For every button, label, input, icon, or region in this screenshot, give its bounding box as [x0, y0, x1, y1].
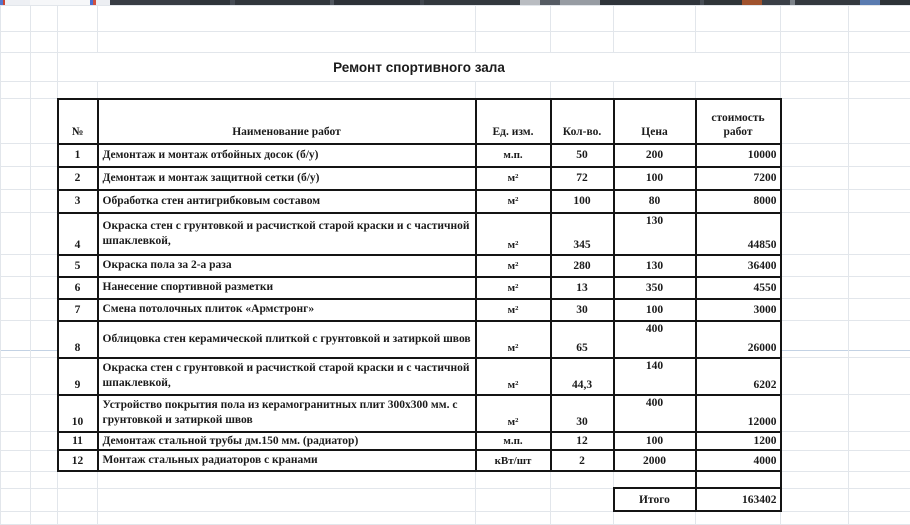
empty-sheet-cell: [849, 358, 910, 395]
unit-cell[interactable]: м.п.: [476, 432, 551, 451]
table-row: [1, 255, 910, 277]
page-title-text: Ремонт спортивного зала: [333, 60, 505, 75]
row-number-cell[interactable]: 5: [58, 255, 98, 277]
empty-sheet-cell: [1, 144, 31, 167]
empty-sheet-cell: [781, 82, 849, 99]
title-row: [1, 53, 910, 82]
empty-sheet-cell: [614, 511, 696, 524]
empty-sheet-cell: [849, 6, 910, 32]
work-name-cell[interactable]: Нанесение спортивной разметки: [98, 277, 476, 299]
quantity-cell[interactable]: 72: [551, 167, 614, 190]
empty-sheet-cell: [849, 432, 910, 451]
work-name-cell[interactable]: Окраска стен с грунтовкой и расчисткой старой краски и с частичной шпаклевкой,: [98, 358, 476, 395]
empty-sheet-cell: [58, 32, 98, 53]
quantity-cell[interactable]: 2: [551, 450, 614, 471]
row-number-cell[interactable]: 3: [58, 190, 98, 213]
empty-sheet-cell: [31, 167, 58, 190]
page-title[interactable]: [58, 53, 781, 82]
empty-sheet-cell: [58, 511, 98, 524]
cost-cell[interactable]: 36400: [696, 255, 781, 277]
empty-sheet-cell: [98, 471, 476, 488]
empty-sheet-cell: [696, 82, 781, 99]
row-number-cell[interactable]: 7: [58, 299, 98, 321]
header-work-name[interactable]: Наименование работ: [98, 99, 476, 144]
empty-sheet-row: [1, 82, 910, 99]
empty-sheet-cell: [1, 167, 31, 190]
price-cell[interactable]: 400: [614, 395, 696, 432]
unit-cell[interactable]: м²: [476, 321, 551, 358]
empty-sheet-cell: [781, 53, 849, 82]
empty-sheet-cell: [98, 82, 476, 99]
quantity-cell[interactable]: 30: [551, 395, 614, 432]
empty-sheet-cell: [551, 511, 614, 524]
empty-sheet-cell: [781, 167, 849, 190]
table-row: [1, 213, 910, 255]
empty-sheet-cell: [696, 511, 781, 524]
empty-sheet-cell: [849, 511, 910, 524]
cost-cell[interactable]: 7200: [696, 167, 781, 190]
empty-sheet-cell: [1, 82, 31, 99]
price-cell[interactable]: 130: [614, 255, 696, 277]
total-value[interactable]: 163402: [696, 488, 781, 511]
empty-sheet-cell: [781, 358, 849, 395]
empty-sheet-cell: [781, 488, 849, 511]
empty-sheet-cell: [781, 32, 849, 53]
table-row: [1, 395, 910, 432]
empty-sheet-cell: [849, 321, 910, 358]
empty-sheet-cell: [31, 190, 58, 213]
quantity-cell[interactable]: 50: [551, 144, 614, 167]
empty-sheet-cell: [551, 488, 614, 511]
price-cell[interactable]: 350: [614, 277, 696, 299]
empty-sheet-cell: [781, 471, 849, 488]
empty-sheet-cell: [781, 432, 849, 451]
empty-sheet-cell: [31, 255, 58, 277]
empty-sheet-cell: [31, 321, 58, 358]
empty-sheet-cell: [614, 82, 696, 99]
work-name-cell[interactable]: Монтаж стальных радиаторов с кранами: [98, 450, 476, 471]
quantity-cell[interactable]: 44,3: [551, 358, 614, 395]
cost-cell[interactable]: 4000: [696, 450, 781, 471]
empty-sheet-cell: [849, 53, 910, 82]
work-name-cell[interactable]: Демонтаж и монтаж защитной сетки (б/у): [98, 167, 476, 190]
header-quantity[interactable]: Кол-во.: [551, 99, 614, 144]
empty-sheet-row: [1, 32, 910, 53]
empty-sheet-cell: [551, 82, 614, 99]
empty-sheet-cell: [849, 471, 910, 488]
table-header-row: [1, 99, 910, 144]
empty-sheet-cell: [614, 32, 696, 53]
table-row: [1, 432, 910, 451]
unit-cell[interactable]: м²: [476, 299, 551, 321]
empty-sheet-cell: [1, 450, 31, 471]
empty-sheet-cell: [781, 321, 849, 358]
empty-sheet-cell: [476, 82, 551, 99]
row-number-cell[interactable]: 11: [58, 432, 98, 451]
price-cell[interactable]: 100: [614, 299, 696, 321]
empty-sheet-cell: [98, 6, 476, 32]
header-cost[interactable]: [696, 99, 781, 144]
quantity-cell[interactable]: 12: [551, 432, 614, 451]
quantity-cell[interactable]: 65: [551, 321, 614, 358]
empty-sheet-cell: [849, 488, 910, 511]
price-cell[interactable]: 130: [614, 213, 696, 255]
work-name-cell[interactable]: Демонтаж и монтаж отбойных досок (б/у): [98, 144, 476, 167]
empty-sheet-cell: [1, 255, 31, 277]
empty-sheet-cell: [1, 6, 31, 32]
unit-cell[interactable]: кВт/шт: [476, 450, 551, 471]
cost-cell[interactable]: 26000: [696, 321, 781, 358]
row-number-cell[interactable]: 4: [58, 213, 98, 255]
row-number-cell[interactable]: 2: [58, 167, 98, 190]
table-row: [1, 167, 910, 190]
empty-sheet-cell: [696, 6, 781, 32]
empty-sheet-cell: [849, 213, 910, 255]
empty-sheet-cell: [31, 299, 58, 321]
empty-sheet-cell: [31, 358, 58, 395]
row-number-cell[interactable]: 10: [58, 395, 98, 432]
empty-sheet-cell: [98, 511, 476, 524]
unit-cell[interactable]: м²: [476, 277, 551, 299]
spacer-row: [1, 471, 910, 488]
cost-cell[interactable]: 6202: [696, 358, 781, 395]
header-cost-line2: работ: [697, 125, 780, 139]
estimate-sheet: [0, 5, 910, 525]
empty-sheet-cell: [781, 277, 849, 299]
empty-sheet-cell: [849, 395, 910, 432]
work-name-cell[interactable]: Окраска стен с грунтовкой и расчисткой старой краски и с частичной шпаклевкой,: [98, 213, 476, 255]
empty-sheet-cell: [1, 299, 31, 321]
empty-sheet-cell: [849, 167, 910, 190]
quantity-cell[interactable]: 280: [551, 255, 614, 277]
empty-sheet-cell: [476, 488, 551, 511]
work-name-cell[interactable]: Облицовка стен керамической плиткой с грунтовкой и затиркой швов: [98, 321, 476, 358]
empty-sheet-cell: [31, 82, 58, 99]
row-number-cell[interactable]: 1: [58, 144, 98, 167]
empty-sheet-cell: [31, 53, 58, 82]
price-cell[interactable]: 2000: [614, 450, 696, 471]
price-cell[interactable]: 100: [614, 167, 696, 190]
empty-sheet-cell: [58, 471, 98, 488]
empty-sheet-cell: [1, 488, 31, 511]
empty-sheet-cell: [849, 32, 910, 53]
empty-sheet-cell: [476, 6, 551, 32]
price-cell[interactable]: 200: [614, 144, 696, 167]
empty-sheet-cell: [31, 488, 58, 511]
header-unit[interactable]: Ед. изм.: [476, 99, 551, 144]
empty-sheet-cell: [849, 277, 910, 299]
empty-sheet-row: [1, 6, 910, 32]
cost-cell[interactable]: 1200: [696, 432, 781, 451]
unit-cell[interactable]: м²: [476, 395, 551, 432]
work-name-cell[interactable]: Окраска пола за 2-а раза: [98, 255, 476, 277]
quantity-cell[interactable]: 13: [551, 277, 614, 299]
empty-sheet-cell: [551, 471, 614, 488]
empty-sheet-cell: [849, 190, 910, 213]
work-name-cell[interactable]: Устройство покрытия пола из керамогранитных плит 300х300 мм. с грунтовкой и затиркой швов: [98, 395, 476, 432]
empty-sheet-cell: [98, 488, 476, 511]
unit-cell[interactable]: м²: [476, 167, 551, 190]
unit-cell[interactable]: м²: [476, 255, 551, 277]
empty-sheet-cell: [1, 99, 31, 144]
table-row: [1, 190, 910, 213]
empty-sheet-cell: [476, 32, 551, 53]
empty-sheet-cell: [849, 255, 910, 277]
empty-bordered-cell[interactable]: [696, 471, 781, 488]
empty-sheet-cell: [781, 450, 849, 471]
table-row: [1, 277, 910, 299]
price-cell[interactable]: 140: [614, 358, 696, 395]
empty-sheet-cell: [58, 6, 98, 32]
price-cell[interactable]: 400: [614, 321, 696, 358]
table-row: [1, 358, 910, 395]
empty-sheet-cell: [781, 6, 849, 32]
empty-sheet-cell: [781, 299, 849, 321]
empty-sheet-cell: [1, 321, 31, 358]
empty-sheet-cell: [614, 471, 696, 488]
empty-sheet-cell: [31, 277, 58, 299]
empty-sheet-cell: [849, 144, 910, 167]
empty-sheet-cell: [31, 144, 58, 167]
empty-sheet-cell: [31, 432, 58, 451]
quantity-cell[interactable]: 345: [551, 213, 614, 255]
empty-sheet-cell: [849, 450, 910, 471]
work-name-cell[interactable]: Смена потолочных плиток «Армстронг»: [98, 299, 476, 321]
quantity-cell[interactable]: 30: [551, 299, 614, 321]
cost-cell[interactable]: 10000: [696, 144, 781, 167]
cost-cell[interactable]: 8000: [696, 190, 781, 213]
unit-cell[interactable]: м²: [476, 213, 551, 255]
empty-sheet-cell: [781, 511, 849, 524]
empty-sheet-cell: [849, 82, 910, 99]
empty-sheet-cell: [1, 358, 31, 395]
empty-sheet-cell: [1, 53, 31, 82]
empty-sheet-cell: [31, 450, 58, 471]
table-row: [1, 299, 910, 321]
empty-sheet-cell: [781, 213, 849, 255]
quantity-cell[interactable]: 100: [551, 190, 614, 213]
empty-sheet-cell: [31, 471, 58, 488]
collapsed-toolbar-strip: [0, 0, 910, 5]
empty-sheet-cell: [849, 299, 910, 321]
row-number-cell[interactable]: 8: [58, 321, 98, 358]
header-number[interactable]: №: [58, 99, 98, 144]
empty-sheet-cell: [551, 6, 614, 32]
cost-cell[interactable]: 4550: [696, 277, 781, 299]
empty-sheet-cell: [1, 190, 31, 213]
cost-cell[interactable]: 12000: [696, 395, 781, 432]
empty-sheet-cell: [1, 511, 31, 524]
empty-sheet-cell: [31, 213, 58, 255]
empty-sheet-cell: [696, 32, 781, 53]
empty-sheet-cell: [31, 511, 58, 524]
empty-sheet-cell: [614, 6, 696, 32]
cost-cell[interactable]: 3000: [696, 299, 781, 321]
row-number-cell[interactable]: 6: [58, 277, 98, 299]
cost-cell[interactable]: 44850: [696, 213, 781, 255]
row-number-cell[interactable]: 12: [58, 450, 98, 471]
empty-sheet-cell: [1, 277, 31, 299]
empty-sheet-cell: [1, 32, 31, 53]
work-name-cell[interactable]: Обработка стен антигрибковым составом: [98, 190, 476, 213]
empty-sheet-cell: [1, 395, 31, 432]
empty-sheet-cell: [551, 32, 614, 53]
unit-cell[interactable]: м²: [476, 190, 551, 213]
row-number-cell[interactable]: 9: [58, 358, 98, 395]
empty-sheet-cell: [781, 395, 849, 432]
price-cell[interactable]: 100: [614, 432, 696, 451]
header-cost-line1: стоимость: [697, 111, 780, 125]
empty-sheet-cell: [31, 6, 58, 32]
empty-sheet-cell: [476, 511, 551, 524]
empty-sheet-cell: [58, 488, 98, 511]
empty-sheet-cell: [1, 471, 31, 488]
price-cell[interactable]: 80: [614, 190, 696, 213]
unit-cell[interactable]: м.п.: [476, 144, 551, 167]
header-price[interactable]: Цена: [614, 99, 696, 144]
table-row: [1, 450, 910, 471]
empty-sheet-cell: [849, 99, 910, 144]
empty-sheet-cell: [781, 144, 849, 167]
empty-sheet-cell: [781, 190, 849, 213]
total-label[interactable]: Итого: [614, 488, 696, 511]
empty-sheet-cell: [31, 32, 58, 53]
work-name-cell[interactable]: Демонтаж стальной трубы дм.150 мм. (радиатор): [98, 432, 476, 451]
empty-sheet-cell: [1, 213, 31, 255]
unit-cell[interactable]: м²: [476, 358, 551, 395]
total-row: [1, 488, 910, 511]
empty-sheet-cell: [31, 395, 58, 432]
empty-sheet-cell: [31, 99, 58, 144]
empty-sheet-cell: [781, 255, 849, 277]
empty-sheet-cell: [476, 471, 551, 488]
table-row: [1, 144, 910, 167]
table-row: [1, 321, 910, 358]
empty-sheet-cell: [781, 99, 849, 144]
empty-sheet-cell: [1, 432, 31, 451]
empty-sheet-cell: [98, 32, 476, 53]
empty-sheet-row: [1, 511, 910, 524]
empty-sheet-cell: [58, 82, 98, 99]
